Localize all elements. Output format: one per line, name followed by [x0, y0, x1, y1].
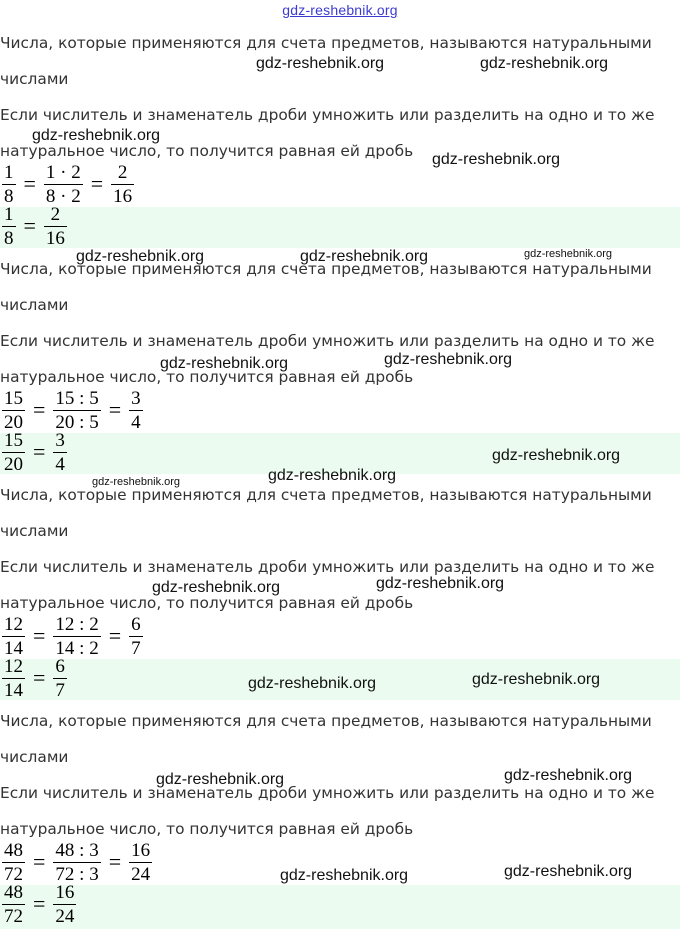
- rule-line-2: натуральное число, то получится равная ей дробь: [0, 368, 414, 386]
- solution-block-1: [0, 0, 680, 248]
- fraction-result: $\frac{16}{24}$: [131, 840, 151, 884]
- definition-line-1: Числа, которые применяются для счета предметов, называются натуральными: [0, 260, 652, 278]
- equation-chain: [0, 388, 145, 432]
- watermark: gdz-reshebnik.org: [152, 579, 281, 596]
- rule-line-1: Если числитель и знаменатель дроби умножить или разделить на одно и то же: [0, 106, 655, 124]
- site-header-link[interactable]: gdz-reshebnik.org: [282, 2, 398, 18]
- fraction-step: $\frac{12 : 2}{14 : 2}$: [55, 614, 99, 658]
- answer-fraction-result: $\frac{6}{7}$: [55, 659, 65, 700]
- equals-sign: =: [33, 623, 46, 648]
- answer-fraction-result: $\frac{3}{4}$: [55, 433, 65, 474]
- equals-sign: =: [23, 213, 36, 238]
- fraction-result: $\frac{3}{4}$: [131, 388, 141, 432]
- equals-sign: =: [33, 397, 46, 422]
- fraction-step: $\frac{1 \cdot 2}{8 \cdot 2}$: [45, 162, 81, 206]
- watermark: gdz-reshebnik.org: [32, 127, 161, 144]
- watermark: gdz-reshebnik.org: [480, 55, 609, 72]
- equals-sign: =: [33, 849, 46, 874]
- rule-line-2: натуральное число, то получится равная ей дробь: [0, 142, 414, 160]
- fraction-original: $\frac{1}{8}$: [4, 162, 14, 206]
- watermark: gdz-reshebnik.org: [268, 467, 397, 484]
- definition-line-2: числами: [0, 296, 69, 314]
- watermark: gdz-reshebnik.org: [280, 867, 409, 884]
- watermark: gdz-reshebnik.org: [492, 447, 621, 464]
- rule-line-1: Если числитель и знаменатель дроби умножить или разделить на одно и то же: [0, 558, 655, 576]
- fraction-original: $\frac{12}{14}$: [4, 614, 23, 658]
- equals-sign: =: [33, 665, 46, 690]
- definition-line-1: Числа, которые применяются для счета предметов, называются натуральными: [0, 486, 652, 504]
- rule-line-2: натуральное число, то получится равная ей дробь: [0, 820, 414, 838]
- watermark: gdz-reshebnik.org: [256, 55, 385, 72]
- watermark: gdz-reshebnik.org: [300, 248, 429, 265]
- equals-sign: =: [23, 171, 36, 196]
- fraction-result: $\frac{6}{7}$: [131, 614, 141, 658]
- watermark: gdz-reshebnik.org: [524, 248, 613, 260]
- fraction-result: $\frac{2}{16}$: [113, 162, 133, 206]
- watermark: gdz-reshebnik.org: [384, 351, 513, 368]
- answer-fraction-original: $\frac{12}{14}$: [4, 659, 23, 700]
- definition-line-1: Числа, которые применяются для счета предметов, называются натуральными: [0, 712, 652, 730]
- answer-fraction-original: $\frac{48}{72}$: [4, 885, 23, 927]
- watermark: gdz-reshebnik.org: [432, 151, 561, 168]
- definition-line-2: числами: [0, 522, 69, 540]
- watermark: gdz-reshebnik.org: [504, 767, 633, 784]
- rule-line-2: натуральное число, то получится равная ей дробь: [0, 594, 414, 612]
- fraction-original: $\frac{15}{20}$: [4, 388, 23, 432]
- equals-sign: =: [108, 397, 122, 422]
- rule-line-1: Если числитель и знаменатель дроби умножить или разделить на одно и то же: [0, 784, 655, 802]
- equals-sign: =: [33, 891, 46, 916]
- watermark: gdz-reshebnik.org: [160, 355, 289, 372]
- watermark: gdz-reshebnik.org: [76, 248, 205, 265]
- equation-chain: [0, 162, 136, 206]
- answer-fraction-result: $\frac{16}{24}$: [55, 885, 75, 927]
- watermark: gdz-reshebnik.org: [156, 771, 285, 788]
- definition-line-2: числами: [0, 748, 69, 766]
- equation-chain: [0, 614, 145, 658]
- watermark: gdz-reshebnik.org: [248, 675, 377, 692]
- fraction-step: $\frac{48 : 3}{72 : 3}$: [55, 840, 99, 884]
- answer-fraction-result: $\frac{2}{16}$: [45, 207, 65, 248]
- fraction-original: $\frac{48}{72}$: [4, 840, 23, 884]
- watermark: gdz-reshebnik.org: [92, 476, 181, 488]
- definition-line-2: числами: [0, 70, 69, 88]
- watermark: gdz-reshebnik.org: [376, 575, 505, 592]
- watermark: gdz-reshebnik.org: [504, 863, 633, 880]
- equals-sign: =: [33, 439, 46, 464]
- equals-sign: =: [108, 849, 122, 874]
- watermark: gdz-reshebnik.org: [472, 671, 601, 688]
- answer-box: [0, 885, 680, 929]
- equals-sign: =: [108, 623, 122, 648]
- answer-fraction-original: $\frac{15}{20}$: [4, 433, 23, 474]
- equation-chain: [0, 840, 154, 884]
- rule-line-1: Если числитель и знаменатель дроби умножить или разделить на одно и то же: [0, 332, 655, 350]
- definition-line-1: Числа, которые применяются для счета предметов, называются натуральными: [0, 34, 652, 52]
- fraction-step: $\frac{15 : 5}{20 : 5}$: [55, 388, 99, 432]
- equals-sign: =: [90, 171, 104, 196]
- answer-fraction-original: $\frac{1}{8}$: [4, 207, 14, 248]
